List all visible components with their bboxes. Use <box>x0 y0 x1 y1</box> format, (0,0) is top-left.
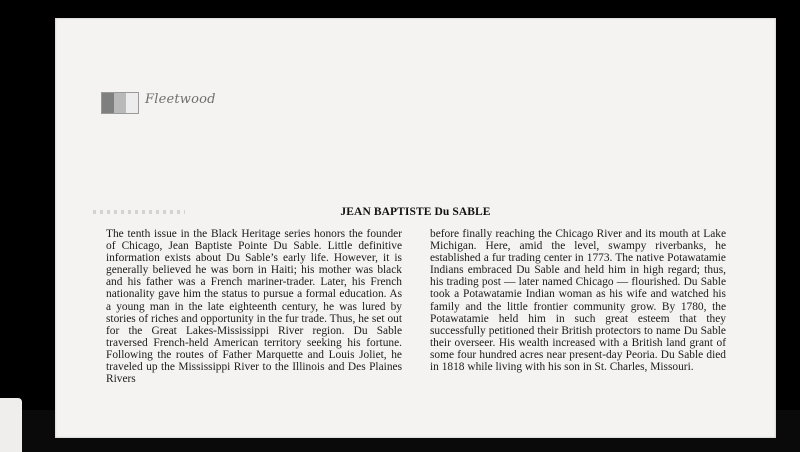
paper-corner <box>0 398 22 452</box>
fleetwood-logo-text: Fleetwood <box>145 92 216 107</box>
fleetwood-logo-icon <box>101 92 139 114</box>
article-left-column: The tenth issue in the Black Heritage series honors the founder of Chicago, Jean Baptiste Pointe Du Sable. Little definitive information exists about Du Sable’s early life. However, it is generally believed he was born in Haiti; his mother was black and his father was a French mariner-trader. Later, his French nationality gave him the status to pursue a formal education. As a young man in the late eighteenth century, he was lured by stories of riches and opportunity in the fur trade. Thus, he set out for the Great Lakes-Mississippi River region. Du Sable traversed French-held American territory seeking his fortune. Following the routes of Father Marquette and Louis Joliet, he traveled up the Mississippi River to the Illinois and Des Plaines Rivers <box>106 228 402 386</box>
envelope-back <box>55 18 776 438</box>
article-title: JEAN BAPTISTE Du SABLE <box>340 206 491 218</box>
article-right-column: before finally reaching the Chicago River and its mouth at Lake Michigan. Here, amid the level, swampy riverbanks, he established a fur trading center in 1773. The native Potawatamie Indians embraced Du Sable and held him in high regard; thus, his trading post — later named Chicago — flourished. Du Sable took a Potawatamie Indian woman as his wife and watched his family and the little frontier community grow. By 1780, the Potawatamie held him in such great esteem that they successfully petitioned their British protectors to name Du Sable their overseer. His wealth increased with a British land grant of some four hundred acres near present-day Peoria. Du Sable died in 1818 while living with his son in St. Charles, Missouri. <box>430 228 726 374</box>
